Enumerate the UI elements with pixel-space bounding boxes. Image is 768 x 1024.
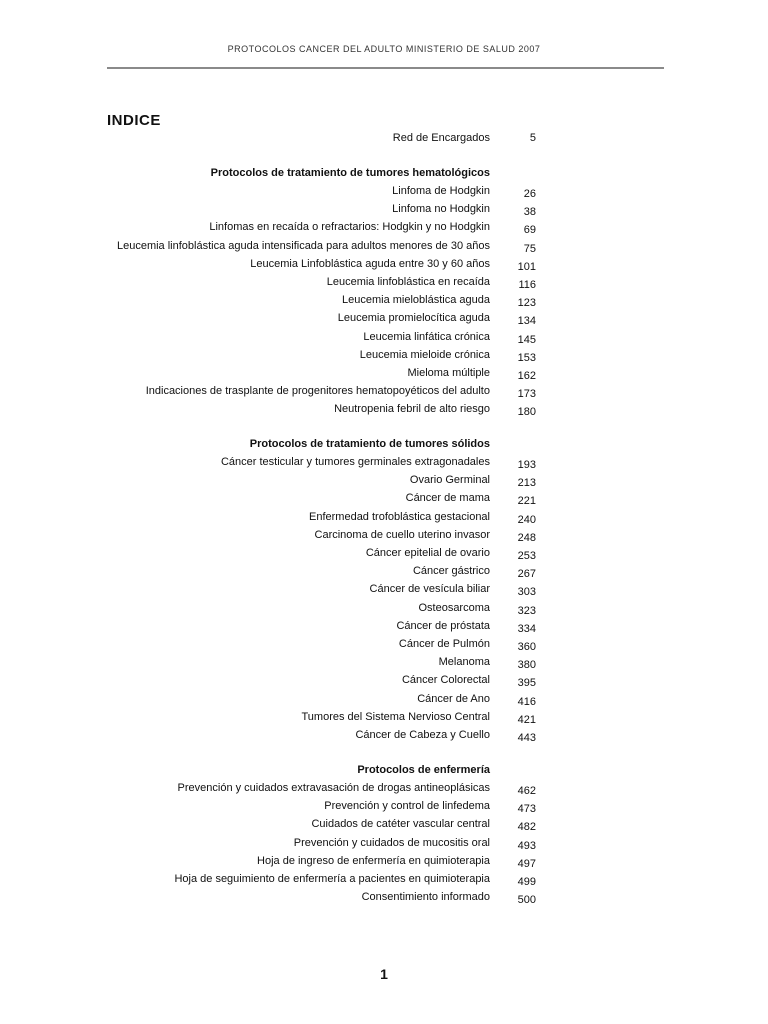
toc-entry-label: Red de Encargados — [392, 132, 490, 144]
toc-entry — [0, 835, 768, 851]
toc-entry-label: Carcinoma de cuello uterino invasor — [314, 528, 490, 541]
toc-entry — [0, 347, 768, 363]
toc-entry-page: 173 — [517, 388, 536, 401]
toc-entry-page: 248 — [517, 531, 536, 544]
toc-entry-page: 421 — [517, 713, 536, 726]
toc-entry — [0, 292, 768, 308]
toc-entry-page: 416 — [517, 695, 536, 708]
toc-entry-page: 134 — [517, 315, 536, 328]
toc-entry-label: Cáncer de Cabeza y Cuello — [355, 729, 490, 741]
toc-entry — [0, 798, 768, 814]
toc-entry — [0, 329, 768, 345]
toc-entry-label: Cáncer testicular y tumores germinales extragonadales — [220, 456, 490, 468]
toc-entry-page: 443 — [517, 732, 536, 744]
toc-entry-label: Cáncer epitelial de ovario — [365, 547, 490, 559]
toc-entry-page: 162 — [517, 370, 536, 382]
toc-entry-page: 193 — [517, 459, 536, 471]
toc-entry — [0, 238, 768, 254]
toc-entry-page: 267 — [517, 568, 536, 581]
toc-entry-label: Leucemia mieloide crónica — [359, 348, 490, 361]
toc-entry-page: 334 — [517, 622, 536, 635]
toc-entry-label: Ovario Germinal — [409, 474, 490, 487]
toc-entry-page: 497 — [517, 857, 536, 870]
toc-entry — [0, 256, 768, 272]
toc-entry — [0, 636, 768, 652]
toc-entry-label: Tumores del Sistema Nervioso Central — [301, 710, 490, 723]
toc-entry-page: 153 — [517, 351, 536, 364]
toc-entry-label: Cuidados de catéter vascular central — [311, 818, 490, 831]
toc-entry-page: 145 — [517, 333, 536, 346]
toc-entry — [0, 672, 768, 688]
toc-entry-page: 240 — [517, 513, 536, 526]
toc-entry-page: 482 — [517, 821, 536, 834]
toc-entry-page: 180 — [517, 406, 536, 419]
toc-entry-label: Neutropenia febril de alto riesgo — [334, 403, 490, 416]
toc-entry-page: 323 — [517, 604, 536, 617]
section-heading-label: Protocolos de enfermería — [357, 764, 490, 776]
toc-entry-label: Linfoma de Hodgkin — [392, 185, 490, 197]
toc-entry — [0, 274, 768, 290]
toc-entry — [0, 727, 768, 743]
toc-entry-label: Prevención y cuidados extravasación de drogas antineoplásicas — [177, 782, 490, 794]
toc-entry — [0, 691, 768, 707]
toc-entry-page: 253 — [517, 550, 536, 562]
toc-entry-label: Cáncer gástrico — [412, 565, 490, 578]
toc-entry-page: 499 — [517, 876, 536, 888]
toc-entry-page: 75 — [523, 242, 536, 255]
toc-entry — [0, 581, 768, 597]
page-number: 1 — [380, 966, 388, 982]
toc-entry-label: Leucemia linfoblástica en recaída — [326, 276, 490, 288]
toc-entry-page: 38 — [523, 206, 536, 219]
toc-entry-page: 303 — [517, 586, 536, 599]
toc-entry-page: 69 — [523, 224, 536, 237]
toc-entry-label: Cáncer de vesícula biliar — [369, 583, 490, 596]
running-header: PROTOCOLOS CANCER DEL ADULTO MINISTERIO DE SALUD 2007 — [227, 44, 541, 54]
toc-entry-page: 101 — [517, 260, 536, 273]
toc-entry — [0, 383, 768, 399]
toc-entry-label: Cáncer de Pulmón — [398, 638, 490, 650]
toc-entry-label: Leucemia linfática crónica — [363, 330, 490, 343]
toc-entry-page: 493 — [517, 839, 536, 852]
toc-entry-label: Prevención y cuidados de mucositis oral — [293, 836, 490, 849]
toc-entry-label: Cáncer de próstata — [396, 619, 490, 632]
toc-entry — [0, 889, 768, 905]
toc-entry — [0, 563, 768, 579]
toc-entry — [0, 310, 768, 326]
toc-entry — [0, 219, 768, 235]
toc-entry — [0, 183, 768, 199]
toc-entry-label: Osteosarcoma — [418, 601, 490, 614]
toc-entry-label: Cáncer Colorectal — [401, 674, 490, 687]
toc-entry-page: 395 — [517, 677, 536, 690]
toc-entry-page: 123 — [517, 297, 536, 310]
toc-entry — [0, 454, 768, 470]
section-heading-label: Protocolos de tratamiento de tumores hematológicos — [210, 167, 490, 179]
page-title: INDICE — [107, 112, 161, 129]
toc-entry-label: Enfermedad trofoblástica gestacional — [309, 510, 490, 523]
toc-entry-page: 473 — [517, 803, 536, 816]
toc-entry — [0, 654, 768, 670]
toc-entry — [0, 201, 768, 217]
toc-entry — [0, 853, 768, 869]
toc-entry — [0, 709, 768, 725]
toc-entry — [0, 618, 768, 634]
toc-entry-label: Melanoma — [438, 656, 490, 669]
toc-entry — [0, 490, 768, 506]
toc-entry-label: Linfoma no Hodgkin — [392, 203, 490, 216]
toc-entry — [0, 401, 768, 417]
toc-entry-label: Hoja de ingreso de enfermería en quimioterapia — [257, 854, 490, 867]
toc-entry-label: Prevención y control de linfedema — [324, 800, 490, 813]
toc-entry-page: 221 — [517, 495, 536, 508]
toc-entry-label: Mieloma múltiple — [407, 367, 490, 379]
toc-entry — [0, 365, 768, 381]
toc-entry-label: Indicaciones de trasplante de progenitores hematopoyéticos del adulto — [145, 385, 490, 398]
toc-entry-label: Cáncer de mama — [405, 492, 490, 505]
toc-entry-page: 462 — [517, 785, 536, 797]
toc-entry-label: Leucemia promielocítica aguda — [337, 312, 490, 325]
toc-entry-label: Leucemia mieloblástica aguda — [342, 294, 490, 307]
toc-entry — [0, 545, 768, 561]
toc-entry — [0, 780, 768, 796]
toc-entry-page: 116 — [518, 279, 536, 291]
toc-entry — [0, 472, 768, 488]
toc-entry-label: Consentimiento informado — [361, 891, 490, 904]
toc-entry — [0, 871, 768, 887]
toc-entry-label: Hoja de seguimiento de enfermería a pacientes en quimioterapia — [174, 873, 490, 885]
toc-entry-intro — [0, 130, 768, 146]
toc-entry-label: Leucemia linfoblástica aguda intensificada para adultos menores de 30 años — [116, 239, 490, 252]
toc-entry-page: 5 — [529, 132, 536, 144]
toc-entry-page: 380 — [517, 659, 536, 672]
toc-entry-page: 360 — [517, 641, 536, 653]
toc-entry-page: 500 — [517, 894, 536, 907]
toc-entry — [0, 509, 768, 525]
toc-entry-page: 213 — [517, 477, 536, 490]
section-heading-label: Protocolos de tratamiento de tumores sólidos — [249, 438, 490, 450]
toc-entry — [0, 600, 768, 616]
toc-entry-label: Linfomas en recaída o refractarios: Hodgkin y no Hodgkin — [209, 221, 490, 234]
toc-entry — [0, 527, 768, 543]
toc-entry-label: Leucemia Linfoblástica aguda entre 30 y 60 años — [250, 257, 490, 270]
toc-entry-page: 26 — [523, 188, 536, 200]
toc-entry-label: Cáncer de Ano — [417, 692, 490, 705]
toc-entry — [0, 816, 768, 832]
